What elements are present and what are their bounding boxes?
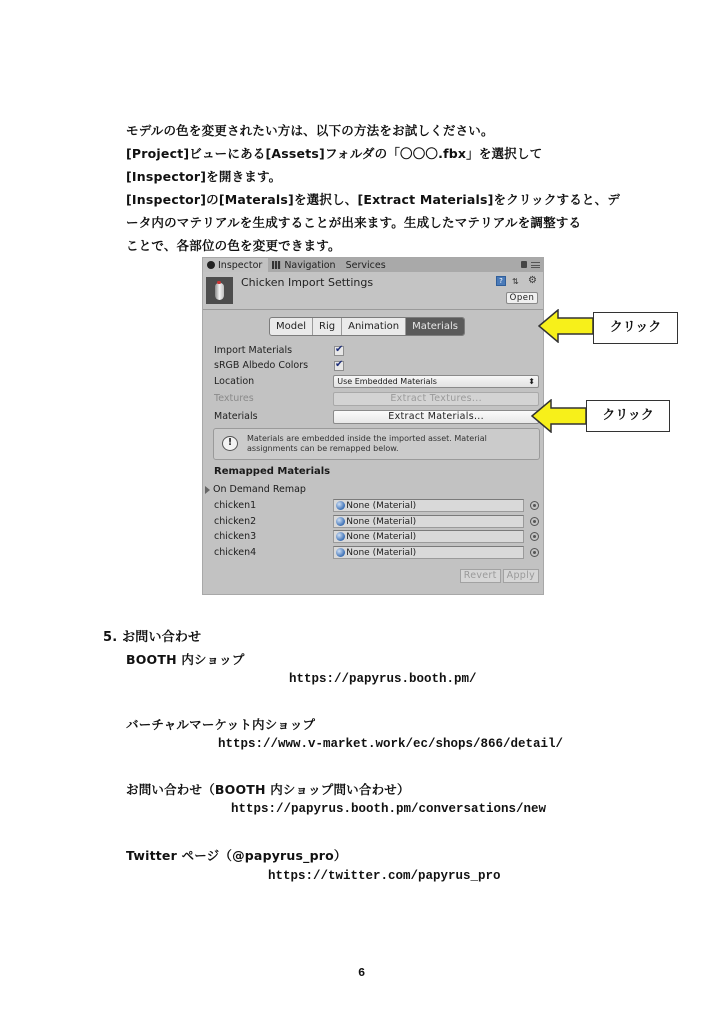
import-materials-row bbox=[214, 343, 539, 358]
material-field[interactable] bbox=[333, 499, 524, 512]
tab-services[interactable] bbox=[342, 258, 392, 272]
help-box bbox=[213, 428, 540, 460]
material-sphere-icon bbox=[336, 517, 345, 526]
tab-materials[interactable]: Materials bbox=[406, 318, 464, 335]
open-button[interactable]: Open bbox=[506, 292, 538, 304]
tab-model[interactable]: Model bbox=[270, 318, 313, 335]
intro-line: ことで、各部位の色を変更できます。 bbox=[126, 238, 341, 253]
location-label: Location bbox=[214, 376, 255, 387]
location-row bbox=[214, 374, 539, 389]
dropdown-arrow-icon: ⬍ bbox=[528, 377, 535, 386]
remap-row bbox=[214, 545, 539, 560]
revert-button[interactable]: Revert bbox=[460, 569, 501, 583]
info-icon bbox=[207, 261, 215, 269]
arrow-left-icon bbox=[531, 399, 587, 433]
inspector-panel bbox=[202, 257, 544, 595]
asset-thumbnail bbox=[206, 277, 233, 304]
material-value: None (Material) bbox=[346, 547, 417, 558]
textures-label: Textures bbox=[214, 393, 254, 404]
remapped-materials-title: Remapped Materials bbox=[214, 466, 331, 477]
location-value: Use Embedded Materials bbox=[337, 377, 437, 386]
tab-animation[interactable]: Animation bbox=[342, 318, 406, 335]
materials-row bbox=[214, 409, 539, 424]
contact-link[interactable]: https://www.v-market.work/ec/shops/866/detail/ bbox=[218, 737, 564, 751]
gear-icon[interactable]: ⚙ bbox=[528, 275, 537, 286]
intro-line: [Project]ビューにある[Assets]フォルダの「〇〇〇.fbx」を選択して bbox=[126, 146, 543, 161]
intro-line: モデルの色を変更されたい方は、以下の方法をお試しください。 bbox=[126, 123, 494, 138]
menu-icon[interactable] bbox=[531, 262, 540, 268]
material-sphere-icon bbox=[336, 501, 345, 510]
import-materials-checkbox[interactable] bbox=[334, 346, 344, 356]
window-tab-bar bbox=[203, 258, 543, 272]
callout-label: クリック bbox=[593, 312, 678, 344]
extract-materials-button[interactable]: Extract Materials... bbox=[333, 410, 539, 424]
info-icon: ! bbox=[222, 436, 238, 451]
foldout-label: On Demand Remap bbox=[213, 484, 306, 495]
textures-row bbox=[214, 391, 539, 406]
preset-icon[interactable]: ⇅ bbox=[512, 276, 519, 286]
tab-rig[interactable]: Rig bbox=[313, 318, 342, 335]
object-picker-icon[interactable] bbox=[530, 532, 539, 541]
tab-navigation[interactable] bbox=[268, 258, 341, 272]
object-picker-icon[interactable] bbox=[530, 517, 539, 526]
remap-row bbox=[214, 498, 539, 513]
contact-label: Twitter ページ（@papyrus_pro） bbox=[126, 848, 347, 863]
intro-line: [Inspector]の[Materals]を選択し、[Extract Materials]をクリックすると、デ bbox=[126, 192, 621, 207]
contact-link[interactable]: https://papyrus.booth.pm/conversations/new bbox=[231, 802, 547, 816]
inspector-header bbox=[203, 272, 543, 310]
callout-label: クリック bbox=[586, 400, 670, 432]
object-picker-icon[interactable] bbox=[530, 548, 539, 557]
remap-name: chicken2 bbox=[214, 516, 257, 527]
srgb-albedo-label: sRGB Albedo Colors bbox=[214, 360, 309, 371]
contact-label: バーチャルマーケット内ショップ bbox=[126, 717, 316, 732]
material-field[interactable] bbox=[333, 546, 524, 559]
on-demand-remap-foldout[interactable] bbox=[205, 484, 306, 495]
material-value: None (Material) bbox=[346, 531, 417, 542]
material-field[interactable] bbox=[333, 515, 524, 528]
tab-inspector[interactable] bbox=[203, 258, 268, 272]
intro-line: [Inspector]を開きます。 bbox=[126, 169, 282, 184]
object-picker-icon[interactable] bbox=[530, 501, 539, 510]
tab-label: Inspector bbox=[218, 259, 263, 271]
contact-label: お問い合わせ（BOOTH 内ショップ問い合わせ） bbox=[126, 782, 410, 797]
foldout-arrow-icon bbox=[205, 486, 210, 494]
remap-name: chicken1 bbox=[214, 500, 257, 511]
material-field[interactable] bbox=[333, 530, 524, 543]
materials-label: Materials bbox=[214, 411, 258, 422]
remap-row bbox=[214, 529, 539, 544]
contact-link[interactable]: https://papyrus.booth.pm/ bbox=[289, 672, 477, 686]
remap-name: chicken4 bbox=[214, 547, 257, 558]
tab-label: Services bbox=[345, 259, 386, 271]
help-message: Materials are embedded inside the imported asset. Material assignments can be remapped below. bbox=[247, 434, 487, 453]
material-sphere-icon bbox=[336, 532, 345, 541]
asset-title: Chicken Import Settings bbox=[241, 276, 374, 289]
lock-icon[interactable] bbox=[521, 261, 527, 268]
material-value: None (Material) bbox=[346, 516, 417, 527]
material-sphere-icon bbox=[336, 548, 345, 557]
import-tabs bbox=[269, 317, 465, 336]
navigation-icon bbox=[272, 261, 281, 269]
page-number: 6 bbox=[358, 966, 366, 980]
material-value: None (Material) bbox=[346, 500, 417, 511]
remap-name: chicken3 bbox=[214, 531, 257, 542]
srgb-albedo-row bbox=[214, 358, 539, 373]
remap-row bbox=[214, 514, 539, 529]
intro-line: ータ内のマテリアルを生成することが出来ます。生成したマテリアルを調整する bbox=[126, 215, 582, 230]
location-dropdown[interactable] bbox=[333, 375, 539, 388]
contact-label: BOOTH 内ショップ bbox=[126, 652, 245, 667]
arrow-left-icon bbox=[538, 309, 594, 343]
help-icon[interactable]: ? bbox=[496, 276, 506, 286]
contact-link[interactable]: https://twitter.com/papyrus_pro bbox=[268, 869, 501, 883]
section-heading: 5. お問い合わせ bbox=[103, 630, 202, 645]
intro-paragraph bbox=[126, 122, 621, 260]
srgb-albedo-checkbox[interactable] bbox=[334, 361, 344, 371]
apply-button[interactable]: Apply bbox=[503, 569, 539, 583]
import-materials-label: Import Materials bbox=[214, 345, 293, 356]
extract-textures-button[interactable]: Extract Textures... bbox=[333, 392, 539, 406]
tab-label: Navigation bbox=[284, 259, 336, 271]
